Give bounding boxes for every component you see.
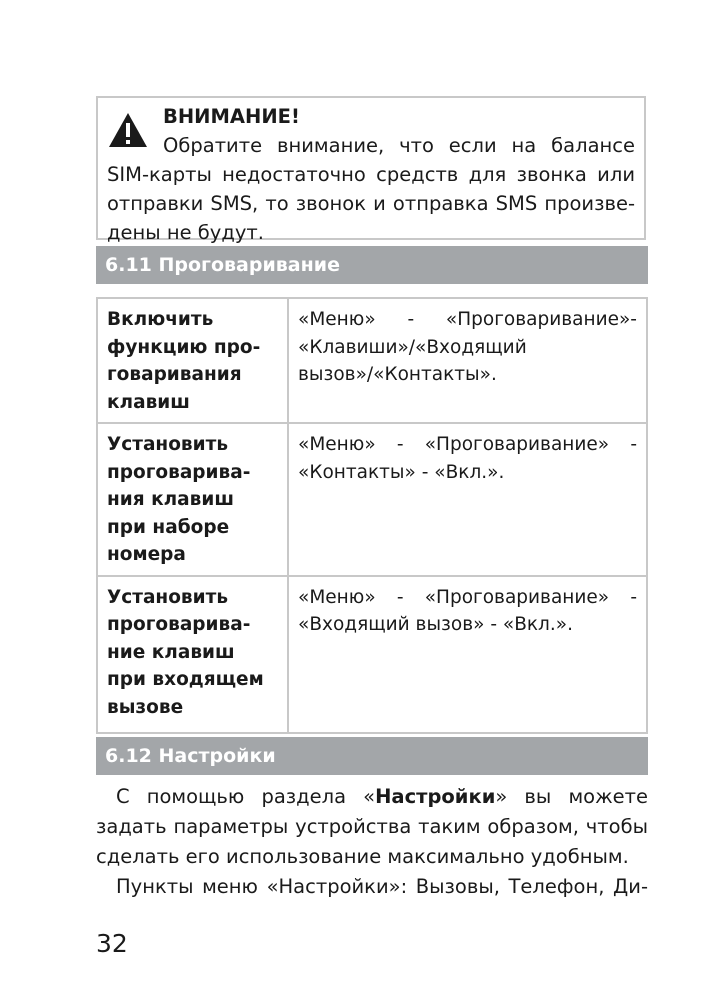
warning-triangle-icon xyxy=(108,112,148,148)
commands-table xyxy=(96,297,648,734)
warning-text: SIM-карты недостаточно средств для звонка или отправки SMS, то звонок и отправка SMS произведены не будут. xyxy=(107,163,635,244)
paragraph: Пункты меню «Настройки»: Вызовы, Телефон, Ди- xyxy=(116,875,648,898)
table-row xyxy=(97,576,647,733)
section-header-6-11: 6.11 Проговаривание xyxy=(96,246,648,284)
table-cell-path: «Меню» - «Проговаривание» - «Контакты» - «Вкл.». xyxy=(288,423,647,576)
page-number: 32 xyxy=(96,929,128,958)
table-cell-action: Установить проговаривания клавиш при наборе номера xyxy=(97,423,288,576)
paragraph: С помощью раздела «Настройки» вы можете задать параметры устройства таким образом, чтобы сделать его использование максимально удобным. xyxy=(96,785,649,868)
warning-title: ВНИМАНИЕ! xyxy=(163,105,300,128)
table-row xyxy=(97,423,647,576)
table-row xyxy=(97,298,647,423)
table-cell-action: Установить проговаривание клавиш при входящем вызове xyxy=(97,576,288,733)
table-cell-path: «Меню» - «Проговаривание» - «Входящий вызов» - «Вкл.». xyxy=(288,576,647,733)
warning-text-first-line: Обратите внимание, что если на балансе xyxy=(163,134,635,157)
table-cell-action: Включить функцию проговаривания клавиш xyxy=(97,298,288,423)
body-text xyxy=(96,782,648,902)
bold-term: Настройки xyxy=(375,785,496,808)
warning-box xyxy=(96,96,646,244)
table-cell-path: «Меню» - «Проговаривание»- «Клавиши»/«Входящий вызов»/«Контакты». xyxy=(288,298,647,423)
section-header-6-12: 6.12 Настройки xyxy=(96,737,648,775)
